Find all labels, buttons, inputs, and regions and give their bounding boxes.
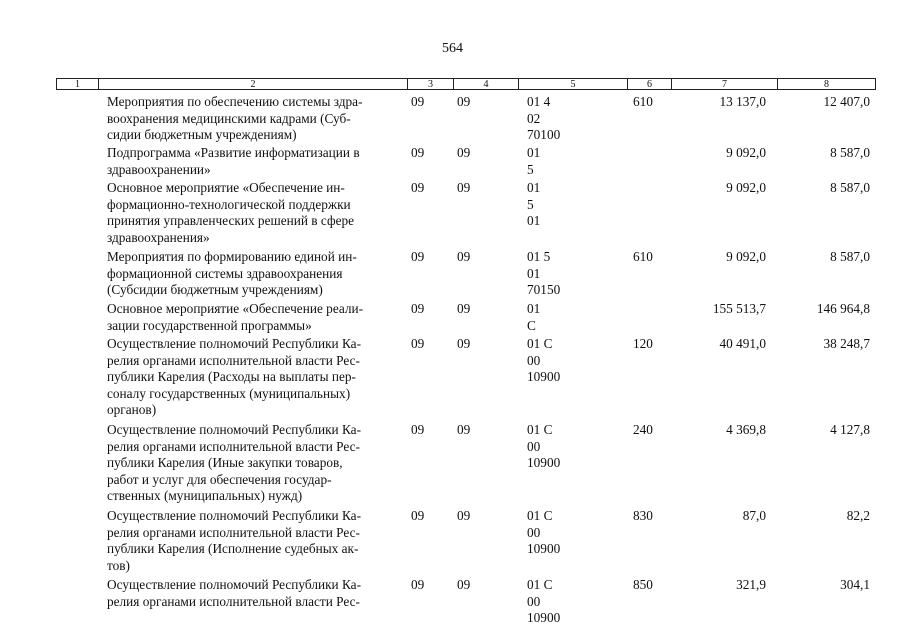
row-sum-2: 38 248,7 — [823, 336, 870, 351]
row-section: 09 — [411, 422, 425, 437]
header-cell-4: 4 — [453, 78, 518, 90]
row-expense-type: 830 — [633, 508, 653, 523]
row-subsection: 09 — [457, 336, 471, 351]
row-sum-1: 155 513,7 — [712, 301, 766, 316]
row-expense-type: 240 — [633, 422, 653, 437]
row-sum-1: 321,9 — [736, 577, 766, 592]
row-expense-type: 610 — [633, 249, 653, 264]
row-subsection: 09 — [457, 422, 471, 437]
row-subsection: 09 — [457, 180, 471, 195]
row-section: 09 — [411, 301, 425, 316]
row-name: Осуществление полномочий Республики Ка- релия органами исполнительной власти Рес- публики Карелия (Расходы на выплаты пер- соналу государственных (муниципальных) органов) — [107, 336, 362, 418]
page-number: 564 — [442, 41, 463, 56]
table-header — [56, 78, 876, 90]
row-code: 01 С 00 10900 — [527, 508, 561, 557]
row-sum-1: 87,0 — [742, 508, 766, 523]
header-cell-6: 6 — [627, 78, 671, 90]
row-expense-type: 850 — [633, 577, 653, 592]
row-section: 09 — [411, 336, 425, 351]
row-sum-1: 4 369,8 — [726, 422, 766, 437]
row-code: 01 5 01 70150 — [527, 249, 561, 298]
row-code: 01 4 02 70100 — [527, 94, 561, 143]
row-sum-2: 146 964,8 — [816, 301, 870, 316]
row-sum-2: 12 407,0 — [823, 94, 870, 109]
row-name: Осуществление полномочий Республики Ка- релия органами исполнительной власти Рес- — [107, 577, 362, 609]
row-name: Осуществление полномочий Республики Ка- релия органами исполнительной власти Рес- публики Карелия (Исполнение судебных ак- тов) — [107, 508, 362, 573]
row-section: 09 — [411, 180, 425, 195]
header-cell-2: 2 — [98, 78, 407, 90]
row-subsection: 09 — [457, 249, 471, 264]
row-name: Осуществление полномочий Республики Ка- релия органами исполнительной власти Рес- публики Карелия (Иные закупки товаров, работ и услуг для обеспечения государ- ственных (муниципальных) нужд) — [107, 422, 362, 504]
row-section: 09 — [411, 577, 425, 592]
header-cell-7: 7 — [671, 78, 777, 90]
row-code: 01 С 00 10900 — [527, 336, 561, 385]
row-sum-2: 4 127,8 — [830, 422, 870, 437]
row-subsection: 09 — [457, 508, 471, 523]
row-name: Мероприятия по формированию единой ин- формационной системы здравоохранения (Субсидии бюджетным учреждениям) — [107, 249, 357, 298]
row-sum-2: 8 587,0 — [830, 249, 870, 264]
row-section: 09 — [411, 249, 425, 264]
row-sum-1: 40 491,0 — [719, 336, 766, 351]
row-name: Основное мероприятие «Обеспечение реали- зации государственной программы» — [107, 301, 364, 333]
row-sum-2: 82,2 — [846, 508, 870, 523]
header-cell-1: 1 — [56, 78, 98, 90]
row-sum-2: 8 587,0 — [830, 145, 870, 160]
row-name: Подпрограмма «Развитие информатизации в здравоохранении» — [107, 145, 360, 177]
row-section: 09 — [411, 508, 425, 523]
row-sum-1: 13 137,0 — [719, 94, 766, 109]
row-code: 01 С 00 10900 — [527, 422, 561, 471]
row-sum-2: 8 587,0 — [830, 180, 870, 195]
row-code: 01 С 00 10900 — [527, 577, 561, 626]
row-section: 09 — [411, 145, 425, 160]
row-expense-type: 610 — [633, 94, 653, 109]
header-cell-5: 5 — [518, 78, 627, 90]
row-section: 09 — [411, 94, 425, 109]
row-name: Основное мероприятие «Обеспечение ин- формационно-технологической поддержки принятия управленческих решений в сфере здравоохранения» — [107, 180, 355, 245]
row-sum-2: 304,1 — [840, 577, 870, 592]
header-cell-8: 8 — [777, 78, 876, 90]
row-subsection: 09 — [457, 94, 471, 109]
row-subsection: 09 — [457, 301, 471, 316]
row-expense-type: 120 — [633, 336, 653, 351]
row-subsection: 09 — [457, 145, 471, 160]
row-sum-1: 9 092,0 — [726, 145, 766, 160]
row-code: 01 5 — [527, 145, 541, 177]
row-name: Мероприятия по обеспечению системы здра- воохранения медицинскими кадрами (Суб- сидии бюджетным учреждениям) — [107, 94, 363, 143]
row-code: 01 5 01 — [527, 180, 541, 229]
row-sum-1: 9 092,0 — [726, 249, 766, 264]
row-sum-1: 9 092,0 — [726, 180, 766, 195]
row-subsection: 09 — [457, 577, 471, 592]
header-cell-3: 3 — [407, 78, 453, 90]
row-code: 01 С — [527, 301, 541, 333]
